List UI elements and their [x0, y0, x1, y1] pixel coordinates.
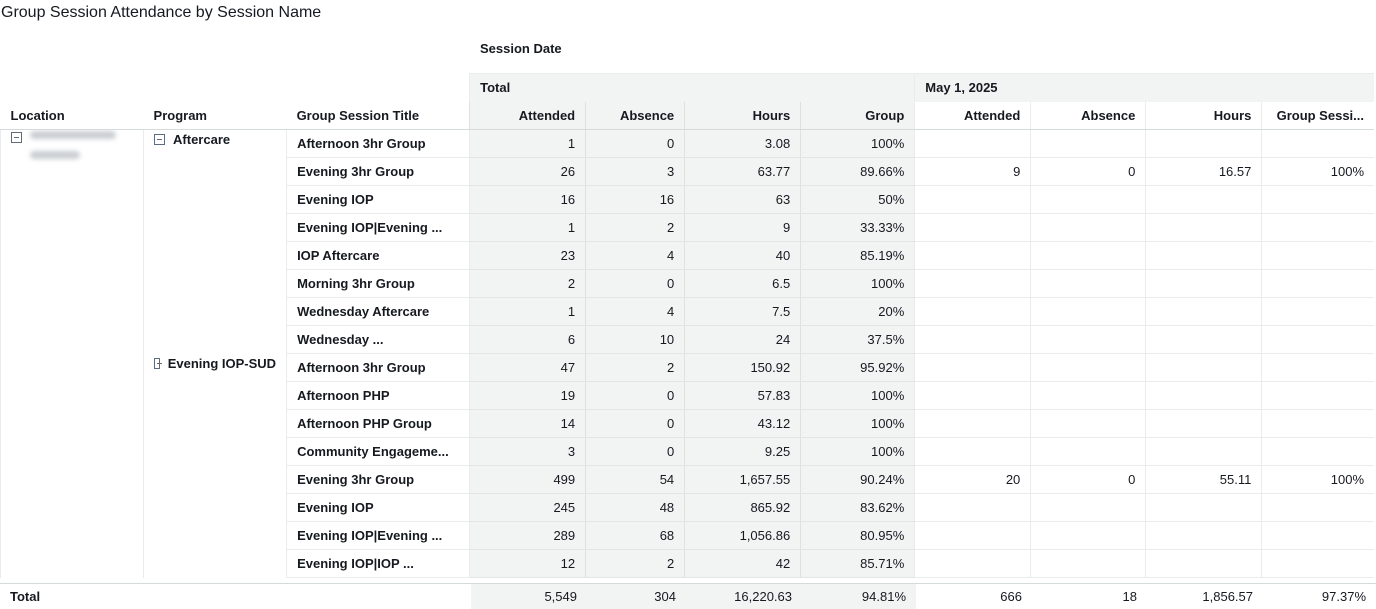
may-total-attended: 666: [1000, 589, 1022, 604]
hours-cell: 9: [685, 214, 801, 242]
pivot-table-viewport[interactable]: [0, 73, 1376, 583]
may-hours-cell: [1146, 438, 1262, 466]
attended-cell: 14: [470, 410, 586, 438]
hours-cell: 6.5: [685, 270, 801, 298]
group-cell: 95.92%: [801, 354, 915, 382]
table-row[interactable]: [1, 130, 1375, 158]
total-group: 94.81%: [802, 584, 916, 609]
may-attended-cell: [915, 214, 1031, 242]
collapse-icon[interactable]: [154, 358, 160, 369]
may-hours-cell: [1146, 494, 1262, 522]
group-session-title-cell: Afternoon PHP: [287, 382, 470, 410]
hours-cell: 3.08: [685, 130, 801, 158]
location-cell: [1, 130, 144, 578]
collapse-icon[interactable]: [154, 134, 165, 145]
may-attended-cell: [915, 298, 1031, 326]
absence-cell: 0: [586, 382, 685, 410]
may-attended-cell: [915, 270, 1031, 298]
hours-cell: 150.92: [685, 354, 801, 382]
may-total-group-sessions: 97.37%: [1321, 589, 1366, 604]
absence-cell: 2: [586, 550, 685, 578]
may-hours-cell: 55.11: [1146, 466, 1262, 494]
attended-cell: 16: [470, 186, 586, 214]
group-session-title-cell: Evening IOP|Evening ...: [287, 214, 470, 242]
column-group-may-1-2025[interactable]: May 1, 2025: [915, 74, 1374, 102]
may-group-cell: [1262, 410, 1374, 438]
may-attended-cell: 20: [915, 466, 1031, 494]
group-cell: 85.19%: [801, 242, 915, 270]
hours-cell: 7.5: [685, 298, 801, 326]
may-hours-cell: [1146, 186, 1262, 214]
may-group-cell: [1262, 270, 1374, 298]
may-absence-cell: [1031, 438, 1146, 466]
attended-cell: 1: [470, 298, 586, 326]
hours-cell: 63: [685, 186, 801, 214]
may-hours-cell: [1146, 270, 1262, 298]
absence-header[interactable]: Absence: [1031, 102, 1146, 130]
attended-cell: 1: [470, 214, 586, 242]
absence-cell: 0: [586, 270, 685, 298]
attended-cell: 3: [470, 438, 586, 466]
group-cell: 100%: [801, 382, 915, 410]
may-absence-cell: [1031, 410, 1146, 438]
may-group-cell: [1262, 382, 1374, 410]
group-cell: 100%: [801, 410, 915, 438]
may-attended-cell: [915, 438, 1031, 466]
redacted-location-name: [30, 131, 116, 171]
hours-cell: 1,657.55: [685, 466, 801, 494]
may-attended-cell: [915, 354, 1031, 382]
pivot-table: [0, 73, 1374, 578]
group-session-title-cell: Wednesday ...: [287, 326, 470, 354]
group-session-title-header[interactable]: Group Session Title: [287, 102, 470, 130]
absence-cell: 4: [586, 242, 685, 270]
absence-cell: 48: [586, 494, 685, 522]
program-cell: [144, 354, 287, 578]
may-group-cell: [1262, 354, 1374, 382]
may-group-cell: [1262, 326, 1374, 354]
group-cell: 80.95%: [801, 522, 915, 550]
may-attended-cell: [915, 410, 1031, 438]
group-session-title-cell: Afternoon 3hr Group: [287, 130, 470, 158]
attended-cell: 289: [470, 522, 586, 550]
visual-title: Group Session Attendance by Session Name: [1, 4, 322, 21]
group-session-title-cell: IOP Aftercare: [287, 242, 470, 270]
may-attended-cell: [915, 326, 1031, 354]
group-session-title-cell: Afternoon PHP Group: [287, 410, 470, 438]
may-attended-cell: [915, 186, 1031, 214]
may-hours-cell: [1146, 522, 1262, 550]
may-hours-cell: 16.57: [1146, 158, 1262, 186]
group-session-title-cell: Morning 3hr Group: [287, 270, 470, 298]
attended-header[interactable]: Attended: [470, 102, 586, 130]
may-total-absence: 18: [1122, 589, 1137, 604]
may-attended-cell: [915, 242, 1031, 270]
may-absence-cell: [1031, 130, 1146, 158]
may-absence-cell: [1031, 298, 1146, 326]
program-header[interactable]: Program: [144, 102, 287, 130]
attended-cell: 2: [470, 270, 586, 298]
may-attended-cell: [915, 382, 1031, 410]
may-group-cell: [1262, 130, 1374, 158]
hours-cell: 1,056.86: [685, 522, 801, 550]
total-label: Total: [10, 589, 41, 604]
program-label: Aftercare: [173, 132, 231, 147]
group-cell: 85.71%: [801, 550, 915, 578]
hours-header[interactable]: Hours: [1146, 102, 1262, 130]
may-attended-cell: [915, 130, 1031, 158]
column-group-header-row: [1, 74, 1375, 102]
absence-cell: 0: [586, 130, 685, 158]
group-session-title-cell: Evening 3hr Group: [287, 158, 470, 186]
absence-cell: 0: [586, 410, 685, 438]
attended-cell: 245: [470, 494, 586, 522]
may-hours-cell: [1146, 130, 1262, 158]
hours-cell: 9.25: [685, 438, 801, 466]
may-attended-cell: [915, 494, 1031, 522]
attended-cell: 26: [470, 158, 586, 186]
may-attended-cell: [915, 550, 1031, 578]
total-absence: 304: [587, 584, 686, 609]
absence-cell: 3: [586, 158, 685, 186]
column-group-total[interactable]: Total: [470, 74, 915, 102]
may-absence-cell: [1031, 494, 1146, 522]
group-cell: 100%: [801, 130, 915, 158]
total-attended: 5,549: [471, 584, 587, 609]
group-cell: 83.62%: [801, 494, 915, 522]
attended-cell: 12: [470, 550, 586, 578]
may-hours-cell: [1146, 382, 1262, 410]
attended-cell: 47: [470, 354, 586, 382]
may-absence-cell: [1031, 354, 1146, 382]
may-hours-cell: [1146, 550, 1262, 578]
group-session-title-cell: Evening IOP: [287, 494, 470, 522]
group-cell: 89.66%: [801, 158, 915, 186]
may-group-cell: 100%: [1262, 158, 1374, 186]
may-hours-cell: [1146, 214, 1262, 242]
group-session-title-cell: Evening 3hr Group: [287, 466, 470, 494]
attended-cell: 1: [470, 130, 586, 158]
group-cell: 100%: [801, 270, 915, 298]
may-group-cell: [1262, 186, 1374, 214]
may-hours-cell: [1146, 242, 1262, 270]
absence-cell: 68: [586, 522, 685, 550]
may-absence-cell: [1031, 214, 1146, 242]
may-hours-cell: [1146, 354, 1262, 382]
group-session-title-cell: Evening IOP: [287, 186, 470, 214]
may-group-cell: [1262, 298, 1374, 326]
may-absence-cell: 0: [1031, 466, 1146, 494]
may-group-cell: [1262, 438, 1374, 466]
may-absence-cell: [1031, 326, 1146, 354]
attended-cell: 19: [470, 382, 586, 410]
hours-cell: 865.92: [685, 494, 801, 522]
may-absence-cell: [1031, 186, 1146, 214]
may-hours-cell: [1146, 410, 1262, 438]
may-group-cell: [1262, 214, 1374, 242]
hours-cell: 63.77: [685, 158, 801, 186]
group-cell: 90.24%: [801, 466, 915, 494]
group-session-title-cell: Afternoon 3hr Group: [287, 354, 470, 382]
group-session-title-cell: Community Engageme...: [287, 438, 470, 466]
attended-cell: 6: [470, 326, 586, 354]
absence-cell: 4: [586, 298, 685, 326]
may-absence-cell: [1031, 550, 1146, 578]
may-hours-cell: [1146, 326, 1262, 354]
absence-cell: 54: [586, 466, 685, 494]
group-header[interactable]: Group: [801, 102, 915, 130]
may-group-cell: [1262, 522, 1374, 550]
program-label: Evening IOP-SUD: [167, 355, 277, 371]
may-group-cell: [1262, 494, 1374, 522]
may-total-hours: 1,856.57: [1202, 589, 1253, 604]
hours-cell: 24: [685, 326, 801, 354]
may-group-cell: [1262, 550, 1374, 578]
table-row[interactable]: [1, 354, 1375, 382]
group-cell: 20%: [801, 298, 915, 326]
absence-cell: 16: [586, 186, 685, 214]
hours-cell: 40: [685, 242, 801, 270]
group-cell: 37.5%: [801, 326, 915, 354]
group-session-title-cell: Evening IOP|Evening ...: [287, 522, 470, 550]
measure-header-row: [1, 102, 1375, 130]
absence-cell: 0: [586, 438, 685, 466]
may-attended-cell: [915, 522, 1031, 550]
group-session-title-cell: Wednesday Aftercare: [287, 298, 470, 326]
absence-cell: 2: [586, 214, 685, 242]
group-session-title-cell: Evening IOP|IOP ...: [287, 550, 470, 578]
grand-total-row: [0, 583, 1376, 609]
location-header[interactable]: Location: [1, 102, 144, 130]
may-absence-cell: [1031, 242, 1146, 270]
may-absence-cell: [1031, 522, 1146, 550]
may-absence-cell: [1031, 270, 1146, 298]
may-absence-cell: 0: [1031, 158, 1146, 186]
absence-header[interactable]: Absence: [586, 102, 685, 130]
may-hours-cell: [1146, 298, 1262, 326]
may-absence-cell: [1031, 382, 1146, 410]
group-cell: 33.33%: [801, 214, 915, 242]
may-attended-cell: 9: [915, 158, 1031, 186]
attended-cell: 499: [470, 466, 586, 494]
collapse-icon[interactable]: [11, 132, 22, 143]
total-hours: 16,220.63: [686, 584, 802, 609]
may-group-cell: [1262, 242, 1374, 270]
hours-cell: 42: [685, 550, 801, 578]
attended-cell: 23: [470, 242, 586, 270]
hours-cell: 57.83: [685, 382, 801, 410]
program-cell: [144, 130, 287, 354]
column-field-label: Session Date: [480, 41, 562, 56]
hours-cell: 43.12: [685, 410, 801, 438]
absence-cell: 10: [586, 326, 685, 354]
group-sessions-header[interactable]: Group Sessi...: [1262, 102, 1374, 130]
group-cell: 50%: [801, 186, 915, 214]
hours-header[interactable]: Hours: [685, 102, 801, 130]
absence-cell: 2: [586, 354, 685, 382]
group-cell: 100%: [801, 438, 915, 466]
may-group-cell: 100%: [1262, 466, 1374, 494]
attended-header[interactable]: Attended: [915, 102, 1031, 130]
